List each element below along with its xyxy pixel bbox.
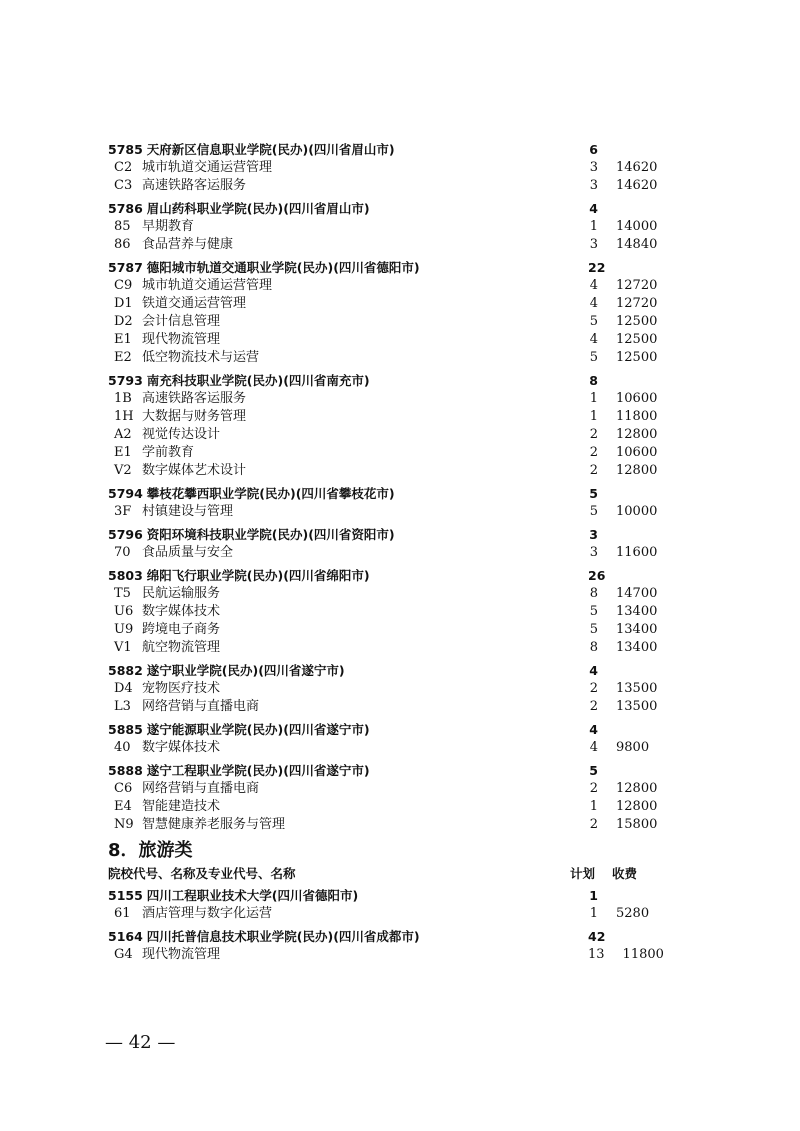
- major-name: 民航运输服务: [142, 586, 221, 601]
- major-name: 智慧健康养老服务与管理: [142, 817, 286, 832]
- school-fee-empty: [598, 886, 658, 905]
- school-row: [108, 661, 668, 680]
- major-fee: 10600: [616, 391, 658, 406]
- school-list-part2: [108, 886, 668, 964]
- major-row: [108, 331, 668, 349]
- major-fee: 13500: [616, 699, 658, 714]
- school-name: 资阳环境科技职业学院(民办)(四川省资阳市): [146, 527, 395, 542]
- major-code: E1: [114, 332, 132, 347]
- major-plan: 3: [589, 160, 598, 175]
- major-code: V2: [114, 463, 132, 478]
- major-plan: 1: [589, 391, 598, 406]
- major-name: 酒店管理与数字化运营: [142, 906, 273, 921]
- major-fee: 10600: [616, 445, 658, 460]
- section-heading: 8．旅游类: [108, 840, 193, 861]
- school-block: [108, 371, 668, 480]
- major-name-cell: [108, 621, 588, 639]
- major-fee: 12800: [616, 463, 658, 478]
- major-row: [108, 444, 668, 462]
- major-code: L3: [114, 699, 131, 714]
- major-name-cell: [108, 603, 588, 621]
- school-row: [108, 886, 668, 905]
- major-name-cell: [108, 349, 588, 367]
- school-fee-empty: [605, 566, 665, 585]
- major-plan: 3: [589, 178, 598, 193]
- major-fee: 13400: [616, 622, 658, 637]
- school-plan-total: 4: [589, 722, 598, 737]
- school-code: 5794: [108, 486, 143, 501]
- school-block: [108, 886, 668, 923]
- major-fee: 5280: [616, 906, 650, 921]
- school-name-cell: [108, 258, 588, 277]
- major-code: C6: [114, 781, 133, 796]
- major-name: 早期教育: [142, 219, 195, 234]
- major-code: C2: [114, 160, 133, 175]
- school-name: 南充科技职业学院(民办)(四川省南充市): [146, 373, 370, 388]
- major-code: E2: [114, 350, 132, 365]
- major-name: 村镇建设与管理: [142, 504, 234, 519]
- major-name: 数字媒体艺术设计: [142, 463, 247, 478]
- major-code: 86: [114, 237, 131, 252]
- major-plan: 5: [589, 314, 598, 329]
- major-name-cell: [108, 426, 588, 444]
- major-plan: 5: [589, 604, 598, 619]
- major-row: [108, 349, 668, 367]
- major-name-cell: [108, 331, 588, 349]
- major-plan: 8: [589, 640, 598, 655]
- school-fee-empty: [605, 927, 665, 946]
- major-row: [108, 390, 668, 408]
- major-row: [108, 680, 668, 698]
- major-row: [108, 621, 668, 639]
- page-number: — 42 —: [105, 1032, 176, 1053]
- school-row: [108, 371, 668, 390]
- major-name: 跨境电子商务: [142, 622, 221, 637]
- school-code: 5787: [108, 260, 143, 275]
- major-code: D1: [114, 296, 133, 311]
- major-plan: 2: [589, 699, 598, 714]
- major-name: 网络营销与直播电商: [142, 781, 260, 796]
- major-code: U6: [114, 604, 134, 619]
- school-name: 绵阳飞行职业学院(民办)(四川省绵阳市): [146, 568, 370, 583]
- school-code: 5785: [108, 142, 143, 157]
- major-code: D2: [114, 314, 133, 329]
- major-name: 铁道交通运营管理: [142, 296, 247, 311]
- major-row: [108, 780, 668, 798]
- major-name-cell: [108, 177, 588, 195]
- major-name: 学前教育: [142, 445, 195, 460]
- major-name-cell: [108, 780, 588, 798]
- major-code: C9: [114, 278, 133, 293]
- major-fee: 15800: [616, 817, 658, 832]
- major-row: [108, 426, 668, 444]
- major-plan: 3: [589, 545, 598, 560]
- major-fee: 12800: [616, 427, 658, 442]
- major-fee: 11800: [616, 409, 658, 424]
- major-row: [108, 946, 668, 964]
- major-fee: 9800: [616, 740, 650, 755]
- major-row: [108, 905, 668, 923]
- major-fee: 14840: [616, 237, 658, 252]
- major-name: 现代物流管理: [142, 332, 221, 347]
- major-name: 大数据与财务管理: [142, 409, 247, 424]
- column-header-row: [108, 864, 668, 884]
- school-name-cell: [108, 761, 588, 780]
- major-plan: 5: [589, 622, 598, 637]
- major-plan: 4: [589, 278, 598, 293]
- major-fee: 12500: [616, 350, 658, 365]
- major-name: 视觉传达设计: [142, 427, 221, 442]
- school-code: 5155: [108, 888, 143, 903]
- major-plan: 5: [589, 504, 598, 519]
- school-row: [108, 258, 668, 277]
- school-name: 攀枝花攀西职业学院(民办)(四川省攀枝花市): [146, 486, 395, 501]
- school-row: [108, 140, 668, 159]
- school-plan-total: 26: [588, 568, 606, 583]
- school-code: 5885: [108, 722, 143, 737]
- major-code: 1H: [114, 409, 134, 424]
- major-code: N9: [114, 817, 134, 832]
- major-fee: 13400: [616, 604, 658, 619]
- school-plan-total: 22: [588, 260, 606, 275]
- major-code: 70: [114, 545, 131, 560]
- school-name: 遂宁能源职业学院(民办)(四川省遂宁市): [146, 722, 370, 737]
- school-name-cell: [108, 140, 588, 159]
- major-name: 食品质量与安全: [142, 545, 234, 560]
- school-code: 5793: [108, 373, 143, 388]
- column-header-fee: 收费: [612, 866, 638, 881]
- major-row: [108, 603, 668, 621]
- school-row: [108, 927, 668, 946]
- column-header-name: 院校代号、名称及专业代号、名称: [108, 866, 296, 881]
- major-plan: 2: [589, 817, 598, 832]
- major-plan: 4: [589, 296, 598, 311]
- school-name-cell: [108, 927, 588, 946]
- school-row: [108, 525, 668, 544]
- school-block: [108, 140, 668, 195]
- school-row: [108, 484, 668, 503]
- major-fee: 12800: [616, 799, 658, 814]
- major-fee: 14620: [616, 160, 658, 175]
- major-name: 宠物医疗技术: [142, 681, 221, 696]
- school-block: [108, 484, 668, 521]
- school-name-cell: [108, 886, 588, 905]
- major-name-cell: [108, 905, 588, 923]
- major-plan: 1: [589, 409, 598, 424]
- school-name-cell: [108, 661, 588, 680]
- school-plan-total: 4: [589, 663, 598, 678]
- school-name: 眉山药科职业学院(民办)(四川省眉山市): [146, 201, 370, 216]
- school-block: [108, 199, 668, 254]
- major-row: [108, 177, 668, 195]
- major-name: 现代物流管理: [142, 947, 221, 962]
- major-fee: 12500: [616, 332, 658, 347]
- major-fee: 11800: [622, 947, 664, 962]
- major-fee: 13400: [616, 640, 658, 655]
- school-plan-total: 5: [589, 763, 598, 778]
- major-name-cell: [108, 277, 588, 295]
- major-code: T5: [114, 586, 131, 601]
- major-row: [108, 698, 668, 716]
- major-name: 城市轨道交通运营管理: [142, 278, 273, 293]
- major-name: 航空物流管理: [142, 640, 221, 655]
- major-code: E1: [114, 445, 132, 460]
- school-name-cell: [108, 525, 588, 544]
- major-row: [108, 218, 668, 236]
- school-list-part1: [108, 140, 668, 834]
- major-row: [108, 313, 668, 331]
- major-plan: 2: [589, 681, 598, 696]
- major-row: [108, 585, 668, 603]
- major-plan: 4: [589, 332, 598, 347]
- school-plan-total: 8: [589, 373, 598, 388]
- major-name: 食品营养与健康: [142, 237, 234, 252]
- major-code: U9: [114, 622, 134, 637]
- major-plan: 1: [589, 799, 598, 814]
- major-row: [108, 503, 668, 521]
- major-name-cell: [108, 798, 588, 816]
- major-code: C3: [114, 178, 133, 193]
- major-row: [108, 739, 668, 757]
- school-block: [108, 566, 668, 657]
- major-name-cell: [108, 236, 588, 254]
- major-code: V1: [114, 640, 132, 655]
- school-fee-empty: [598, 371, 658, 390]
- school-code: 5803: [108, 568, 143, 583]
- major-plan: 4: [589, 740, 598, 755]
- major-code: 1B: [114, 391, 132, 406]
- major-name-cell: [108, 503, 588, 521]
- major-code: A2: [114, 427, 132, 442]
- school-fee-empty: [598, 720, 658, 739]
- major-code: D4: [114, 681, 133, 696]
- major-name: 数字媒体技术: [142, 740, 221, 755]
- major-name-cell: [108, 218, 588, 236]
- major-name-cell: [108, 639, 588, 657]
- major-plan: 2: [589, 781, 598, 796]
- major-name-cell: [108, 585, 588, 603]
- major-row: [108, 277, 668, 295]
- major-name-cell: [108, 816, 588, 834]
- major-code: G4: [114, 947, 133, 962]
- major-fee: 12500: [616, 314, 658, 329]
- major-name: 网络营销与直播电商: [142, 699, 260, 714]
- school-plan-total: 42: [588, 929, 606, 944]
- school-fee-empty: [598, 484, 658, 503]
- school-name: 遂宁职业学院(民办)(四川省遂宁市): [146, 663, 345, 678]
- major-row: [108, 295, 668, 313]
- major-plan: 2: [589, 427, 598, 442]
- school-name: 四川托普信息技术职业学院(民办)(四川省成都市): [146, 929, 420, 944]
- major-name-cell: [108, 462, 588, 480]
- column-header-plan: 计划: [570, 866, 596, 881]
- major-fee: 12720: [616, 296, 658, 311]
- school-block: [108, 258, 668, 367]
- school-code: 5882: [108, 663, 143, 678]
- major-plan: 1: [589, 906, 598, 921]
- school-row: [108, 761, 668, 780]
- major-fee: 14700: [616, 586, 658, 601]
- major-plan: 2: [589, 445, 598, 460]
- major-name: 城市轨道交通运营管理: [142, 160, 273, 175]
- school-plan-total: 4: [589, 201, 598, 216]
- major-code: E4: [114, 799, 132, 814]
- major-name: 会计信息管理: [142, 314, 221, 329]
- major-row: [108, 159, 668, 177]
- major-row: [108, 462, 668, 480]
- school-name: 德阳城市轨道交通职业学院(民办)(四川省德阳市): [146, 260, 420, 275]
- school-code: 5796: [108, 527, 143, 542]
- school-plan-total: 5: [589, 486, 598, 501]
- major-fee: 13500: [616, 681, 658, 696]
- major-name-cell: [108, 159, 588, 177]
- major-code: 40: [114, 740, 131, 755]
- school-name: 四川工程职业技术大学(四川省德阳市): [146, 888, 359, 903]
- school-block: [108, 761, 668, 834]
- major-name-cell: [108, 313, 588, 331]
- major-name: 智能建造技术: [142, 799, 221, 814]
- school-fee-empty: [598, 140, 658, 159]
- major-fee: 11600: [616, 545, 658, 560]
- school-name-cell: [108, 199, 588, 218]
- school-block: [108, 525, 668, 562]
- major-row: [108, 639, 668, 657]
- major-name-cell: [108, 698, 588, 716]
- major-name-cell: [108, 946, 588, 964]
- school-block: [108, 927, 668, 964]
- major-name-cell: [108, 444, 588, 462]
- school-block: [108, 661, 668, 716]
- school-code: 5164: [108, 929, 143, 944]
- major-plan: 1: [589, 219, 598, 234]
- major-name: 高速铁路客运服务: [142, 178, 247, 193]
- major-row: [108, 236, 668, 254]
- major-plan: 13: [588, 947, 605, 962]
- major-row: [108, 408, 668, 426]
- major-name-cell: [108, 295, 588, 313]
- school-fee-empty: [598, 661, 658, 680]
- major-name-cell: [108, 544, 588, 562]
- major-row: [108, 816, 668, 834]
- major-name-cell: [108, 408, 588, 426]
- school-fee-empty: [598, 199, 658, 218]
- school-name-cell: [108, 566, 588, 585]
- major-row: [108, 798, 668, 816]
- school-name-cell: [108, 720, 588, 739]
- major-name: 低空物流技术与运营: [142, 350, 260, 365]
- major-code: 3F: [114, 504, 132, 519]
- school-plan-total: 1: [589, 888, 598, 903]
- major-plan: 3: [589, 237, 598, 252]
- school-code: 5888: [108, 763, 143, 778]
- major-name-cell: [108, 739, 588, 757]
- major-fee: 10000: [616, 504, 658, 519]
- major-fee: 12800: [616, 781, 658, 796]
- school-plan-total: 3: [589, 527, 598, 542]
- school-name: 遂宁工程职业学院(民办)(四川省遂宁市): [146, 763, 370, 778]
- admission-plan-table: [108, 140, 668, 968]
- major-fee: 14000: [616, 219, 658, 234]
- school-row: [108, 199, 668, 218]
- school-fee-empty: [598, 761, 658, 780]
- school-name: 天府新区信息职业学院(民办)(四川省眉山市): [146, 142, 395, 157]
- major-name-cell: [108, 390, 588, 408]
- major-name-cell: [108, 680, 588, 698]
- major-plan: 8: [589, 586, 598, 601]
- major-fee: 12720: [616, 278, 658, 293]
- school-row: [108, 720, 668, 739]
- school-row: [108, 566, 668, 585]
- school-name-cell: [108, 371, 588, 390]
- major-name: 数字媒体技术: [142, 604, 221, 619]
- major-name: 高速铁路客运服务: [142, 391, 247, 406]
- major-plan: 5: [589, 350, 598, 365]
- major-plan: 2: [589, 463, 598, 478]
- school-code: 5786: [108, 201, 143, 216]
- major-row: [108, 544, 668, 562]
- school-plan-total: 6: [589, 142, 598, 157]
- major-fee: 14620: [616, 178, 658, 193]
- school-fee-empty: [598, 525, 658, 544]
- school-name-cell: [108, 484, 588, 503]
- school-block: [108, 720, 668, 757]
- major-code: 85: [114, 219, 131, 234]
- school-fee-empty: [605, 258, 665, 277]
- major-code: 61: [114, 906, 131, 921]
